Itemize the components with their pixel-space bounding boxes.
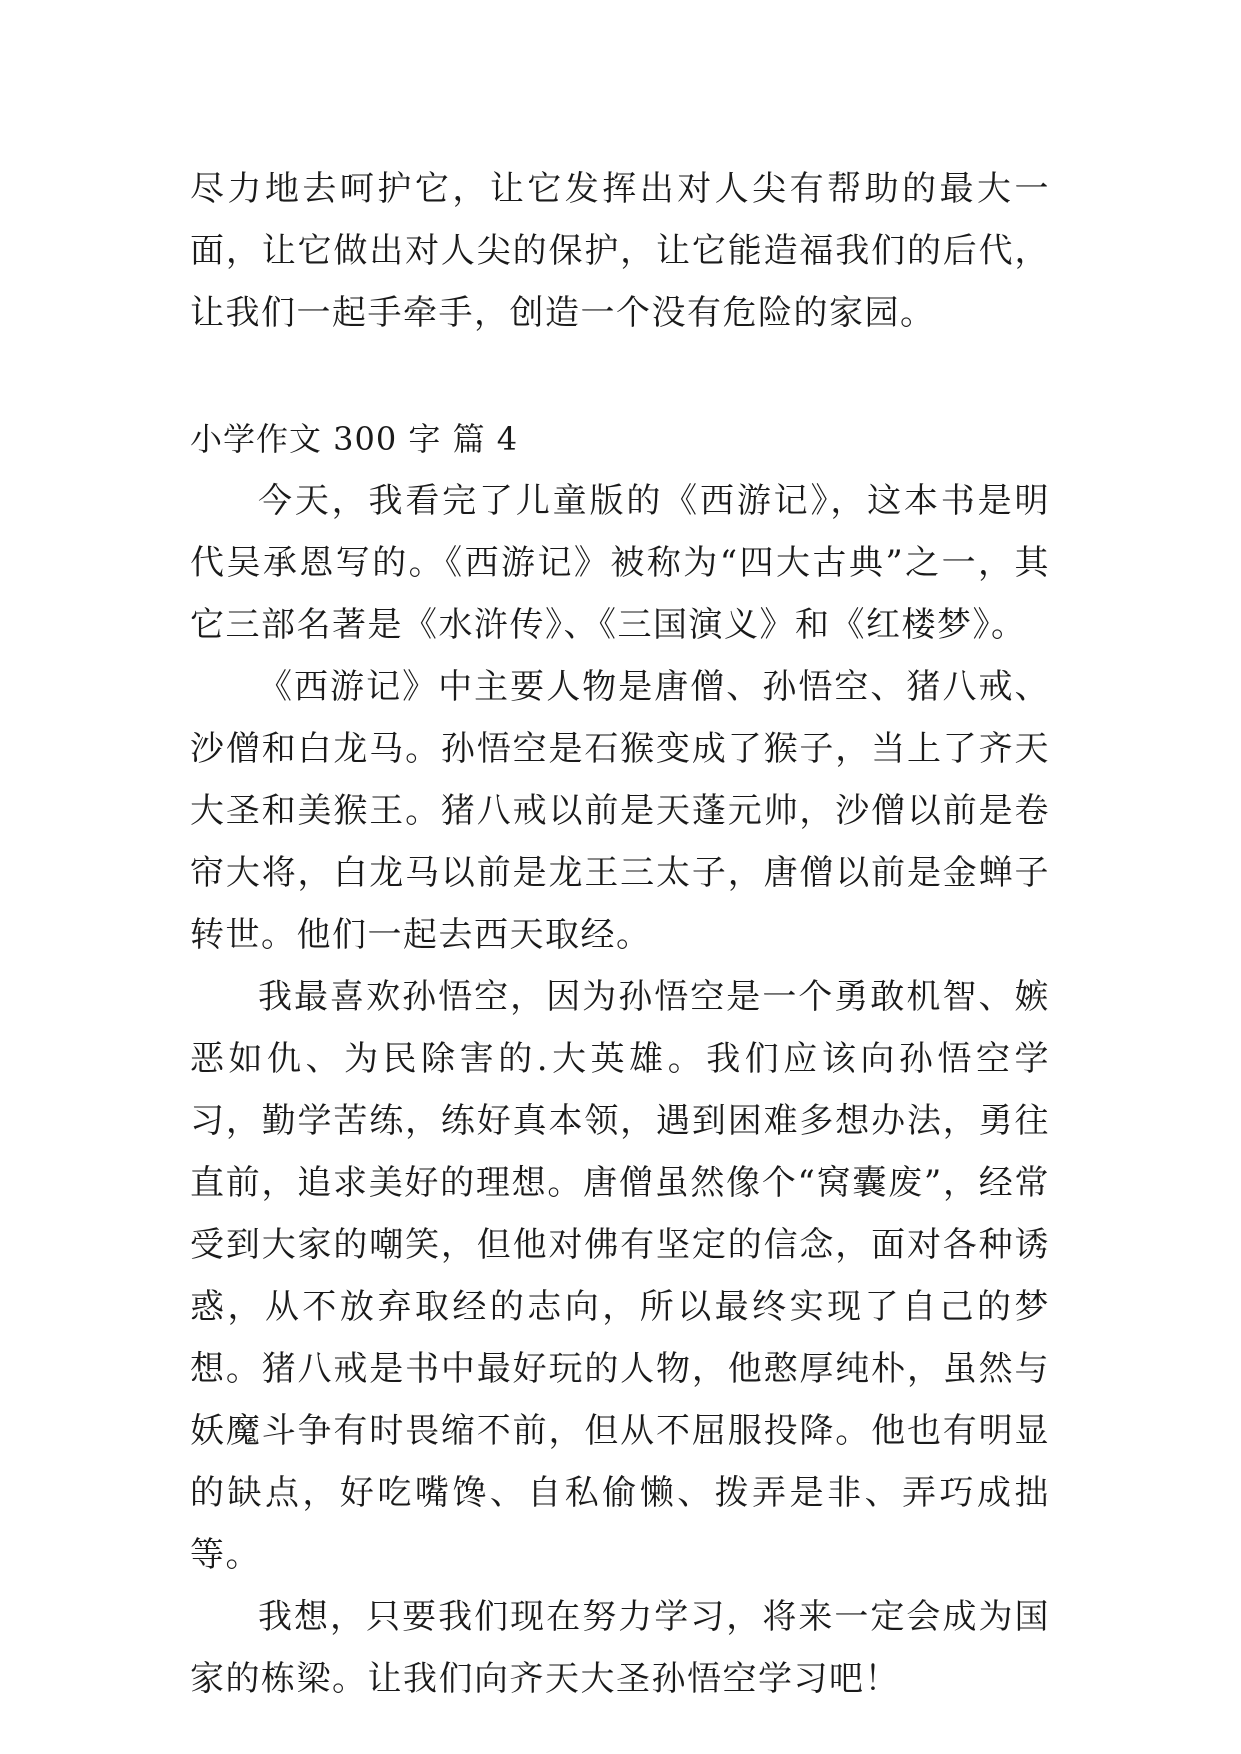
continuation-paragraph: 尽力地去呵护它，让它发挥出对人尖有帮助的最大一面，让它做出对人尖的保护，让它能造福我们的后代，让我们一起手牵手，创造一个没有危险的家园。 <box>190 169 1050 333</box>
paragraph-3: 我最喜欢孙悟空，因为孙悟空是一个勇敢机智、嫉恶如仇、为民除害的.大英雄。我们应该向孙悟空学习，勤学苦练，练好真本领，遇到困难多想办法，勇往直前，追求美好的理想。唐僧虽然像个“窝囊废”，经常受到大家的嘲笑，但他对佛有坚定的信念，面对各种诱惑，从不放弃取经的志向，所以最终实现了自己的梦想。猪八戒是书中最好玩的人物，他憨厚纯朴，虽然与妖魔斗争有时畏缩不前，但从不屈服投降。他也有明显的缺点，好吃嘴馋、自私偷懒、拨弄是非、弄巧成拙等。 <box>190 977 1050 1575</box>
paragraph-2: 《西游记》中主要人物是唐僧、孙悟空、猪八戒、沙僧和白龙马。孙悟空是石猴变成了猴子，当上了齐天大圣和美猴王。猪八戒以前是天蓬元帅，沙僧以前是卷帘大将，白龙马以前是龙王三太子，唐僧以前是金蝉子转世。他们一起去西天取经。 <box>190 667 1050 955</box>
document-body <box>190 158 1050 1710</box>
section-heading: 小学作文 300 字 篇 4 <box>190 420 519 458</box>
paragraph-4: 我想，只要我们现在努力学习，将来一定会成为国家的栋梁。让我们向齐天大圣孙悟空学习吧！ <box>190 1597 1050 1699</box>
paragraph-1: 今天，我看完了儿童版的《西游记》，这本书是明代吴承恩写的。《西游记》被称为“四大古典”之一，其它三部名著是《水浒传》、《三国演义》和《红楼梦》。 <box>190 481 1050 645</box>
